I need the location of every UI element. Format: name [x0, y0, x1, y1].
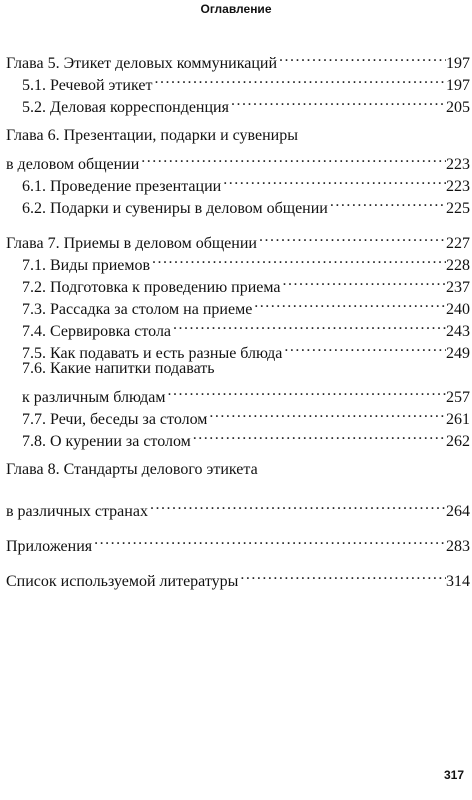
toc-entry-title: 6.1. Проведение презентации	[22, 178, 222, 195]
toc-entry-page: 223	[446, 156, 470, 173]
dot-leader	[148, 494, 446, 516]
dot-leader	[257, 226, 446, 248]
dot-leader	[152, 68, 446, 90]
toc-entry-title: 7.2. Подготовка к проведению приема	[22, 279, 281, 296]
toc-entry-title: 5.1. Речевой этикет	[22, 77, 153, 94]
toc-entry-page: 261	[446, 411, 470, 428]
toc-entry-page: 197	[446, 77, 470, 94]
toc-entry-section-7-6-line1: 7.6. Какие напитки подавать	[22, 360, 215, 377]
dot-leader	[238, 564, 446, 586]
dot-leader	[150, 248, 446, 270]
toc-entry-page: 228	[446, 257, 470, 274]
dot-leader	[207, 402, 446, 424]
toc-entry-chapter-5	[6, 46, 470, 72]
dot-leader	[139, 147, 446, 169]
dot-leader	[281, 270, 446, 292]
toc-entry-title: 7.3. Рассадка за столом на приеме	[22, 301, 253, 318]
toc-entry-title: Приложения	[6, 538, 93, 555]
dot-leader	[165, 380, 446, 402]
toc-entry-page: 240	[446, 301, 470, 318]
dot-leader	[252, 292, 446, 314]
toc-entry-page: 243	[446, 323, 470, 340]
toc-entry-title: 6.2. Подарки и сувениры в деловом общении	[22, 200, 328, 217]
toc-entry-title: 7.7. Речи, беседы за столом	[22, 411, 208, 428]
toc-entry-section-7-6	[6, 380, 470, 406]
toc-entry-page: 225	[446, 200, 470, 217]
dot-leader	[277, 46, 446, 68]
toc-entry-page: 197	[446, 55, 470, 72]
toc-entry-title: 7.1. Виды приемов	[22, 257, 151, 274]
toc-entry-title: Глава 5. Этикет деловых коммуникаций	[6, 55, 278, 72]
toc-entry-page: 227	[446, 235, 470, 252]
toc-entry-title: Глава 7. Приемы в деловом общении	[6, 235, 257, 252]
dot-leader	[221, 169, 446, 191]
toc-entry-appendix	[6, 529, 470, 555]
toc-entry-title: в различных странах	[6, 503, 148, 520]
toc-entry-title: 7.4. Сервировка стола	[22, 323, 172, 340]
toc-entry-page: 223	[446, 178, 470, 195]
toc-entry-chapter-8-line1: Глава 8. Стандарты делового этикета	[6, 461, 258, 478]
toc-entry-page: 249	[446, 345, 470, 362]
page-number: 317	[443, 768, 464, 782]
dot-leader	[171, 314, 446, 336]
toc-entry-page: 314	[446, 573, 470, 590]
dot-leader	[229, 90, 446, 112]
dot-leader	[92, 529, 446, 551]
toc-entry-page: 257	[446, 389, 470, 406]
toc-entry-title: к различным блюдам	[22, 389, 166, 406]
toc-entry-page: 264	[446, 503, 470, 520]
toc-entry-references	[6, 564, 470, 590]
toc-entry-title: Список используемой литературы	[6, 573, 239, 590]
dot-leader	[282, 336, 446, 358]
toc-entry-page: 283	[446, 538, 470, 555]
dot-leader	[191, 424, 446, 446]
toc-entry-page: 262	[446, 433, 470, 450]
toc-entry-page: 237	[446, 279, 470, 296]
dot-leader	[328, 191, 446, 213]
toc-entry-chapter-6	[6, 147, 470, 173]
toc-entry-page: 205	[446, 99, 470, 116]
table-of-contents	[6, 46, 470, 590]
toc-entry-chapter-7	[6, 226, 470, 252]
toc-entry-chapter-8	[6, 494, 470, 520]
toc-entry-title: 7.8. О курении за столом	[22, 433, 191, 450]
toc-entry-title: 5.2. Деловая корреспонденция	[22, 99, 229, 116]
toc-entry-title: 7.5. Как подавать и есть разные блюда	[22, 345, 283, 362]
toc-entry-chapter-6-line1: Глава 6. Презентации, подарки и сувениры	[6, 127, 298, 144]
running-header: Оглавление	[200, 2, 272, 16]
toc-entry-title: в деловом общении	[6, 156, 140, 173]
